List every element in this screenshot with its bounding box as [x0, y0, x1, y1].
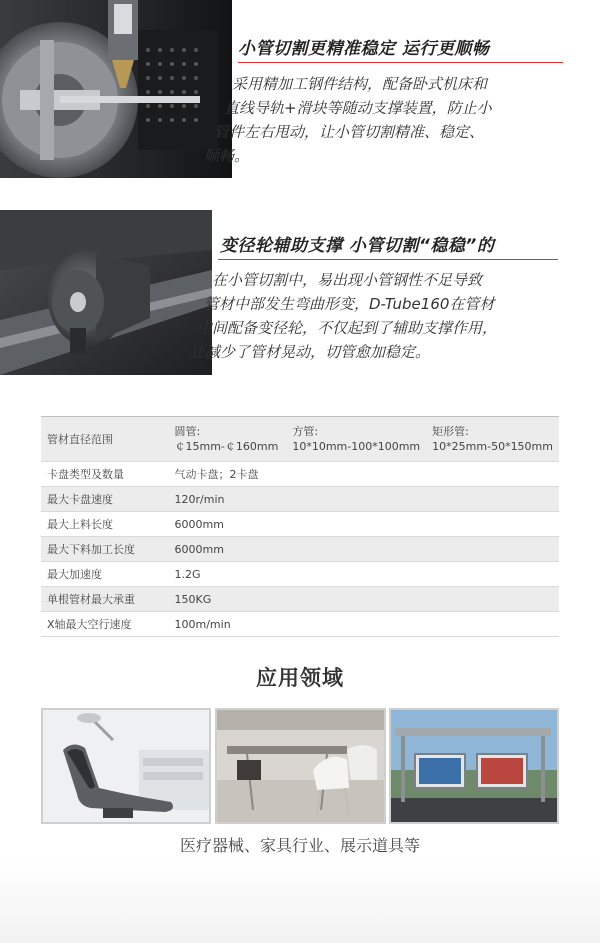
- title-divider: [218, 259, 558, 260]
- spec-label: 最大加速度: [47, 568, 102, 581]
- bottom-background: [0, 860, 600, 943]
- description-line: 管件左右甩动，让小管切割精准、稳定、: [214, 123, 485, 141]
- spec-label: 单根管材最大承重: [41, 587, 169, 612]
- description-line: 管材中部发生弯曲形变，D-Tube160在管材: [204, 295, 495, 313]
- applications-title: 应用领域: [256, 666, 344, 690]
- spec-value: 气动卡盘；2卡盘: [174, 468, 259, 481]
- spec-value: 6000mm: [169, 537, 560, 562]
- spec-value: 150KG: [169, 587, 560, 612]
- title-divider: [238, 62, 563, 63]
- feature-precision-section: [0, 0, 600, 178]
- table-header-row: [41, 417, 559, 462]
- table-row: [41, 512, 559, 537]
- feature-description: [188, 268, 573, 364]
- spec-label: X轴最大空行速度: [47, 618, 132, 631]
- spec-label: 最大下料加工长度: [41, 537, 169, 562]
- description-line: 直线导轨+滑块等随动支撑装置，防止小: [224, 99, 492, 117]
- spec-value: 100m/min: [174, 617, 231, 631]
- spec-value: 120r/min: [169, 487, 560, 512]
- pipe-cutting-chuck-image: [0, 0, 232, 178]
- spec-round-tube: [169, 417, 287, 462]
- description-line: 还减少了管材晃动，切管愈加稳定。: [190, 343, 431, 361]
- furniture-table-chair-image: [215, 708, 386, 824]
- feature-title: 小管切割更精准稳定 运行更顺畅: [238, 39, 490, 59]
- table-row: [41, 612, 559, 637]
- table-row: [41, 487, 559, 512]
- tube-range-value: ￠15mm-￠160mm: [174, 440, 279, 453]
- feature-title: 变径轮辅助支撑 小管切割“稳稳”的: [220, 236, 495, 256]
- bus-shelter-display-image: [389, 708, 559, 824]
- table-row: [41, 587, 559, 612]
- spec-label: 卡盘类型及数量: [47, 468, 124, 481]
- description-line: 在小管切割中，易出现小管钢性不足导致: [212, 271, 483, 289]
- table-row: [41, 562, 559, 587]
- spec-table: [41, 416, 559, 637]
- spec-value: 6000mm: [174, 517, 224, 531]
- dental-chair-image: [41, 708, 211, 824]
- table-row: [41, 462, 559, 487]
- description-line: 采用精加工钢件结构，配备卧式机床和: [232, 75, 488, 93]
- applications-caption: 医疗器械、家具行业、展示道具等: [179, 836, 420, 855]
- feature-support-wheel-section: [0, 210, 600, 375]
- spec-square-tube: [286, 417, 426, 462]
- tube-range-value: 10*25mm-50*150mm: [432, 440, 553, 453]
- description-line: 中间配备变径轮，不仅起到了辅助支撑作用，: [197, 319, 498, 337]
- spec-label: 管材直径范围: [41, 417, 169, 462]
- tube-type-label: 圆管:: [174, 425, 201, 438]
- tube-type-label: 矩形管:: [432, 425, 469, 438]
- spec-value: 1.2G: [174, 567, 201, 581]
- spec-label: 最大上料长度: [47, 518, 113, 531]
- tube-range-value: 10*10mm-100*100mm: [292, 440, 421, 453]
- variable-diameter-wheel-image: [0, 210, 212, 375]
- spec-rect-tube: [426, 417, 559, 462]
- spec-label: 最大卡盘速度: [41, 487, 169, 512]
- feature-description: [204, 72, 574, 168]
- tube-type-label: 方管:: [292, 425, 319, 438]
- table-row: [41, 537, 559, 562]
- description-line: 顺畅。: [204, 147, 250, 165]
